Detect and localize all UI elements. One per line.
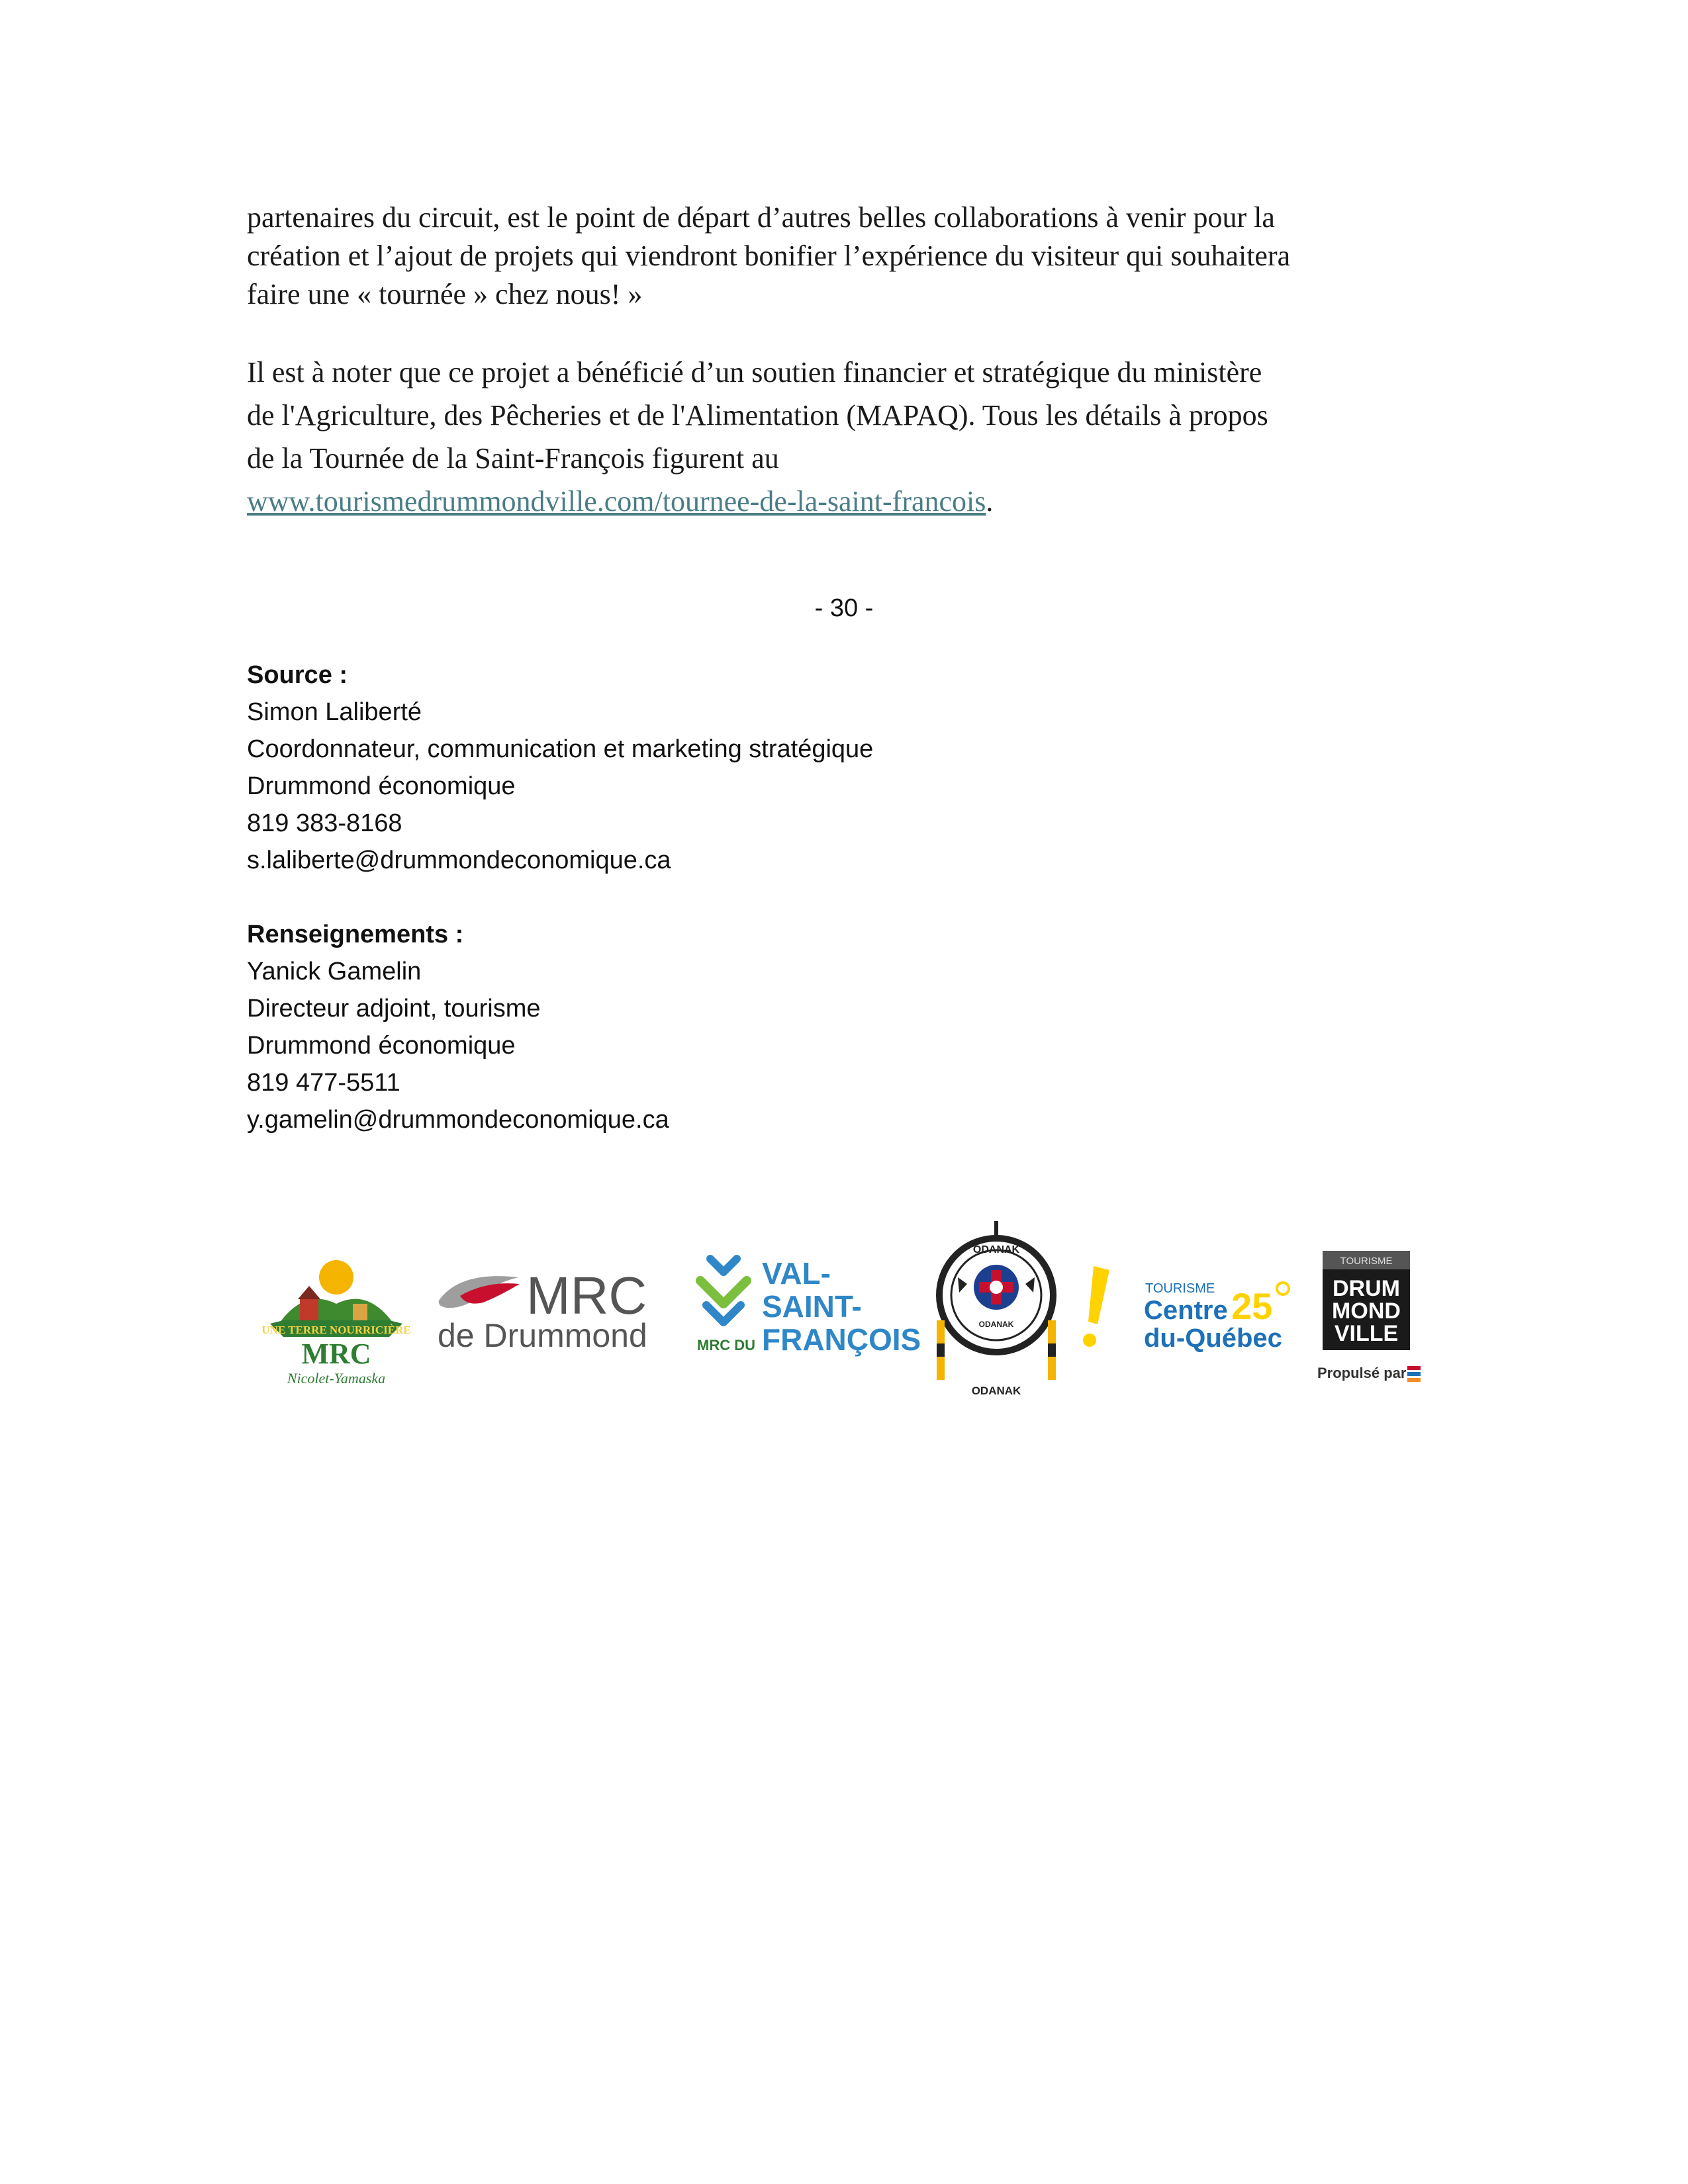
mond-text: MOND xyxy=(1332,1298,1401,1324)
contact-phone: 819 477-5511 xyxy=(247,1069,400,1097)
nicolet-script: Nicolet-Yamaska xyxy=(287,1370,386,1387)
chevron-green-icon xyxy=(700,1281,747,1304)
contact-title: Coordonnateur, communication et marketing stratégique xyxy=(247,735,874,763)
saint-text: SAINT- xyxy=(762,1289,862,1324)
contact-phone: 819 383-8168 xyxy=(247,809,402,837)
odanak-emblem-logo xyxy=(930,1221,1062,1400)
text-line: partenaires du circuit, est le point de départ d’autres belles collaborations à venir pour la xyxy=(247,201,1275,234)
contact-name: Yanick Gamelin xyxy=(247,958,422,985)
chevron-blue-icon xyxy=(710,1259,737,1272)
exclamation-icon xyxy=(1088,1266,1109,1324)
mrc-drummond-logo xyxy=(434,1264,679,1357)
tourisme-text: TOURISME xyxy=(1340,1255,1393,1267)
odanak-inner-text: ODANAK xyxy=(978,1320,1014,1329)
banner-text: UNE TERRE NOURRICIÈRE xyxy=(261,1324,411,1336)
text-line: création et l’ajout de projets qui viendront bonifier l’expérience du visiteur qui souhaitera xyxy=(247,240,1291,272)
link-period: . xyxy=(986,485,994,518)
mrc-val-saint-francois-logo xyxy=(697,1251,921,1373)
tourisme-drummondville-logo xyxy=(1304,1251,1436,1396)
contact-title: Directeur adjoint, tourisme xyxy=(247,995,541,1023)
text-line: Il est à noter que ce projet a bénéficié d’un soutien financier et stratégique du ministère xyxy=(247,356,1262,388)
source-label: Source : xyxy=(247,661,348,689)
sun-icon xyxy=(319,1260,353,1295)
francois-text: FRANÇOIS xyxy=(762,1322,921,1357)
contact-organization: Drummond économique xyxy=(247,772,516,800)
partner-logos-strip xyxy=(252,1221,1436,1406)
link-line xyxy=(247,480,1438,523)
info-label: Renseignements : xyxy=(247,921,464,948)
ville-text: VILLE xyxy=(1334,1321,1399,1346)
sun-icon xyxy=(1277,1283,1289,1295)
contact-name: Simon Laliberté xyxy=(247,698,422,726)
body-paragraph-2 xyxy=(247,351,1438,523)
info-contact-block xyxy=(247,916,669,1138)
body-paragraph-1 xyxy=(247,199,1438,314)
odanak-top-text: ODANAK xyxy=(972,1244,1020,1255)
contact-organization: Drummond économique xyxy=(247,1032,516,1060)
contact-email[interactable]: y.gamelin@drummondeconomique.ca xyxy=(247,1106,669,1134)
tourism-link[interactable]: www.tourismedrummondville.com/tournee-de-la-saint-francois xyxy=(247,485,986,518)
anniversary-number: 25 xyxy=(1231,1285,1273,1327)
mrc-text: MRC xyxy=(526,1266,647,1325)
drummond-text: de Drummond xyxy=(438,1317,647,1354)
contact-email[interactable]: s.laliberte@drummondeconomique.ca xyxy=(247,846,671,874)
drum-text: DRUM xyxy=(1333,1276,1400,1301)
mrc-nicolet-yamaska-logo xyxy=(263,1241,409,1393)
mrc-du-text: MRC DU xyxy=(697,1337,755,1353)
val-text: VAL- xyxy=(762,1256,831,1291)
end-mark: - 30 - xyxy=(814,594,874,622)
brand-mark-icon xyxy=(1407,1366,1421,1370)
text-line: de la Tournée de la Saint-François figurent au xyxy=(247,442,779,475)
text-line: faire une « tournée » chez nous! » xyxy=(247,278,643,310)
text-line: de l'Agriculture, des Pêcheries et de l'Alimentation (MAPAQ). Tous les détails à propos xyxy=(247,399,1268,432)
odanak-bottom-text: ODANAK xyxy=(971,1385,1021,1397)
propulse-par-text: Propulsé par xyxy=(1317,1365,1407,1381)
centre-text: Centre xyxy=(1144,1296,1228,1325)
du-quebec-text: du-Québec xyxy=(1144,1324,1282,1353)
tourisme-centre-du-quebec-logo xyxy=(1079,1261,1297,1360)
source-contact-block xyxy=(247,657,873,879)
tourisme-text: TOURISME xyxy=(1145,1281,1215,1296)
mrc-text: MRC xyxy=(301,1338,371,1370)
